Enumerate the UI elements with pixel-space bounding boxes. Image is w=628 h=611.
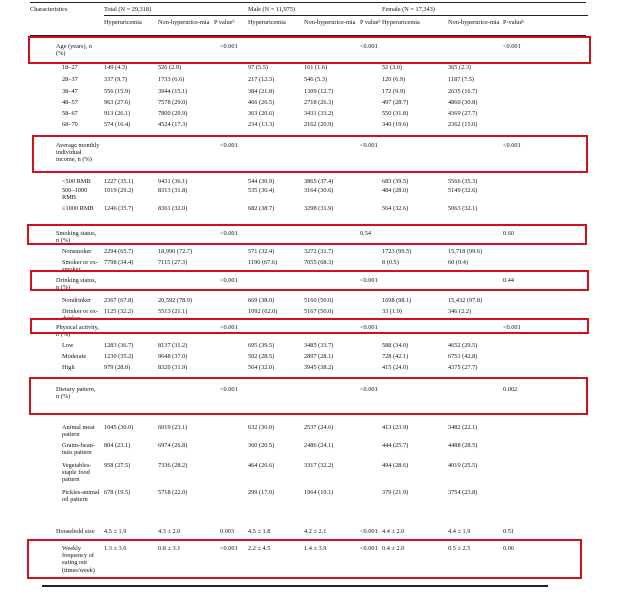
table-cell: 8313 (31.8) bbox=[158, 187, 188, 194]
table-cell: 234 (13.3) bbox=[248, 121, 275, 128]
highlight-box bbox=[30, 318, 589, 334]
table-cell: 3944 (15.1) bbox=[158, 88, 188, 95]
table-cell: 4.3 ± 2.0 bbox=[158, 528, 181, 535]
highlight-box bbox=[28, 36, 591, 64]
table-cell: 161 (1.6) bbox=[304, 64, 328, 71]
table-cell: 497 (28.7) bbox=[382, 99, 409, 106]
table-cell: 217 (12.3) bbox=[248, 76, 275, 83]
table-cell: 4860 (30.8) bbox=[448, 99, 478, 106]
section-p-value: <0.001 bbox=[503, 324, 521, 331]
header-group-title: Male (N = 11,975) bbox=[248, 6, 296, 13]
table-cell: <0.001 bbox=[220, 545, 238, 552]
table-cell: 682 (38.7) bbox=[248, 205, 275, 212]
table-cell: 8361 (32.0) bbox=[158, 205, 188, 212]
section-p-value: <0.001 bbox=[503, 43, 521, 50]
group-rule bbox=[104, 15, 588, 16]
table-cell: 3272 (31.7) bbox=[304, 248, 334, 255]
header-non-hyperuricemia: Non-hyperurice-mia bbox=[448, 19, 500, 26]
highlight-box bbox=[27, 539, 582, 579]
table-cell: 2718 (26.3) bbox=[304, 99, 334, 106]
table-cell: 2635 (16.7) bbox=[448, 88, 478, 95]
table-cell: 299 (17.0) bbox=[248, 489, 275, 496]
table-cell: 2294 (65.7) bbox=[104, 248, 134, 255]
row-label: 38–47 bbox=[62, 88, 78, 95]
table-cell: 683 (39.5) bbox=[382, 178, 409, 185]
table-cell: 494 (28.6) bbox=[382, 462, 409, 469]
table-cell: 728 (42.1) bbox=[382, 353, 409, 360]
table-cell: 415 (24.0) bbox=[382, 364, 409, 371]
table-cell: 1045 (30.0) bbox=[104, 424, 134, 431]
section-p-value: <0.001 bbox=[220, 386, 238, 393]
table-cell: 97 (5.5) bbox=[248, 64, 268, 71]
table-cell: 4019 (25.5) bbox=[448, 462, 478, 469]
table-cell: 571 (32.4) bbox=[248, 248, 275, 255]
table-cell: 4.5 ± 1.8 bbox=[248, 528, 271, 535]
section-label: Dietary pattern, n (%) bbox=[56, 386, 96, 401]
table-cell: 1.3 ± 3.6 bbox=[104, 545, 127, 552]
row-label: Animal meat pattern bbox=[62, 424, 95, 439]
table-cell: 678 (19.5) bbox=[104, 489, 131, 496]
table-cell: 695 (39.5) bbox=[248, 342, 275, 349]
table-cell: 1733 (6.6) bbox=[158, 76, 185, 83]
table-cell: 6751 (42.8) bbox=[448, 353, 478, 360]
table-cell: <0.001 bbox=[360, 528, 378, 535]
table-cell: 3754 (23.8) bbox=[448, 489, 478, 496]
table-cell: 2367 (67.8) bbox=[104, 297, 134, 304]
table-cell: 0.8 ± 3.1 bbox=[158, 545, 181, 552]
row-label: 68–79 bbox=[62, 121, 78, 128]
row-label: Low bbox=[62, 342, 74, 349]
table-cell: 5513 (21.1) bbox=[158, 308, 188, 315]
row-label: Smoker or ex-smoker bbox=[62, 259, 99, 274]
section-p-value: <0.001 bbox=[360, 324, 378, 331]
row-label: 58–67 bbox=[62, 110, 78, 117]
section-p-value: 0.44 bbox=[503, 277, 515, 284]
table-cell: 574 (16.4) bbox=[104, 121, 131, 128]
table-cell: 9648 (37.0) bbox=[158, 353, 188, 360]
table-cell: 1092 (62.0) bbox=[248, 308, 278, 315]
table-cell: 2162 (20.9) bbox=[304, 121, 334, 128]
table-cell: 5167 (50.0) bbox=[304, 308, 334, 315]
table-cell: 979 (28.0) bbox=[104, 364, 131, 371]
table-cell: 5063 (32.1) bbox=[448, 205, 478, 212]
table-cell: 3485 (33.7) bbox=[304, 342, 334, 349]
table-cell: 7115 (27.3) bbox=[158, 259, 188, 266]
table-cell: 6974 (26.8) bbox=[158, 442, 188, 449]
table-cell: 4375 (27.7) bbox=[448, 364, 478, 371]
table-cell: 4.4 ± 2.0 bbox=[382, 528, 405, 535]
section-p-value: <0.001 bbox=[220, 43, 238, 50]
table-cell: 8320 (31.9) bbox=[158, 364, 188, 371]
table-cell: 15,718 (99.6) bbox=[448, 248, 483, 255]
row-label: Drinker or ex-drinker bbox=[62, 308, 99, 323]
table-cell: 466 (26.5) bbox=[248, 99, 275, 106]
row-label: Vegetables-staple food pattern bbox=[62, 462, 92, 484]
section-p-value: <0.001 bbox=[360, 386, 378, 393]
section-p-value: <0.001 bbox=[220, 277, 238, 284]
highlight-box bbox=[32, 135, 588, 173]
table-cell: 958 (27.5) bbox=[104, 462, 131, 469]
table-cell: 464 (26.6) bbox=[248, 462, 275, 469]
table-cell: 1309 (12.7) bbox=[304, 88, 334, 95]
table-cell: 502 (28.5) bbox=[248, 353, 275, 360]
table-cell: 149 (4.3) bbox=[104, 64, 128, 71]
table-cell: 7800 (29.9) bbox=[158, 110, 188, 117]
header-p-value: P valueᵇ bbox=[360, 19, 381, 26]
table-cell: 1723 (99.5) bbox=[382, 248, 412, 255]
table-cell: 484 (28.0) bbox=[382, 187, 409, 194]
table-cell: 15,432 (97.8) bbox=[448, 297, 483, 304]
table-cell: 564 (32.6) bbox=[382, 205, 409, 212]
table-cell: 346 (2.2) bbox=[448, 308, 472, 315]
table-cell: 379 (21.9) bbox=[382, 489, 409, 496]
table-cell: 172 (9.9) bbox=[382, 88, 406, 95]
section-p-value: <0.001 bbox=[360, 277, 378, 284]
header-hyperuricemia: Hyperuricemia bbox=[382, 19, 420, 26]
section-label: Age (years), n (%) bbox=[56, 43, 92, 58]
section-p-value: <0.001 bbox=[503, 142, 521, 149]
table-cell: 0.5 ± 2.5 bbox=[448, 545, 471, 552]
table-cell: 550 (31.8) bbox=[382, 110, 409, 117]
header-p-value: P valueᵇ bbox=[214, 19, 235, 26]
highlight-box bbox=[27, 224, 587, 245]
row-label: 28–37 bbox=[62, 76, 78, 83]
header-characteristics: Characteristics bbox=[30, 6, 68, 13]
section-p-value: <0.001 bbox=[220, 142, 238, 149]
section-p-value: <0.001 bbox=[360, 142, 378, 149]
table-cell: 7336 (28.2) bbox=[158, 462, 188, 469]
section-p-value: <0.001 bbox=[220, 230, 238, 237]
table-cell: 120 (6.9) bbox=[382, 76, 406, 83]
table-cell: 1.4 ± 3.9 bbox=[304, 545, 327, 552]
table-cell: 2486 (24.1) bbox=[304, 442, 334, 449]
table-cell: 337 (9.7) bbox=[104, 76, 128, 83]
table-cell: 444 (25.7) bbox=[382, 442, 409, 449]
table-cell: 1125 (32.2) bbox=[104, 308, 134, 315]
table-cell: 3317 (32.2) bbox=[304, 462, 334, 469]
table-cell: 4524 (17.3) bbox=[158, 121, 188, 128]
table-cell: 564 (32.0) bbox=[248, 364, 275, 371]
table-cell: 1964 (19.1) bbox=[304, 489, 334, 496]
highlight-box bbox=[29, 377, 588, 415]
table-cell: 18,990 (72.7) bbox=[158, 248, 193, 255]
table-cell: 3298 (31.9) bbox=[304, 205, 334, 212]
table-cell: 669 (38.0) bbox=[248, 297, 275, 304]
row-label: <500 RMB bbox=[62, 178, 91, 185]
table-cell: 1230 (35.2) bbox=[104, 353, 134, 360]
table-cell: 52 (3.0) bbox=[382, 64, 402, 71]
section-label: Physical activity, n (%) bbox=[56, 324, 99, 339]
table-cell: 526 (2.0) bbox=[158, 64, 182, 71]
row-label: 500–1000 RMB bbox=[62, 187, 88, 202]
table-cell: 535 (30.4) bbox=[248, 187, 275, 194]
table-cell: 7055 (68.3) bbox=[304, 259, 334, 266]
table-cell: 0.003 bbox=[220, 528, 235, 535]
top-rule bbox=[30, 2, 586, 3]
table-cell: 2.2 ± 4.5 bbox=[248, 545, 271, 552]
table-cell: 360 (20.5) bbox=[248, 442, 275, 449]
table-cell: 913 (26.1) bbox=[104, 110, 131, 117]
section-p-value: 0.60 bbox=[503, 230, 515, 237]
table-cell: 8 (0.5) bbox=[382, 259, 399, 266]
table-cell: 1698 (98.1) bbox=[382, 297, 412, 304]
table-cell: 6019 (23.1) bbox=[158, 424, 188, 431]
section-p-value: <0.001 bbox=[220, 324, 238, 331]
section-label: Average monthly individual income, n (%) bbox=[56, 142, 100, 164]
table-cell: 5149 (32.6) bbox=[448, 187, 478, 194]
header-group-title: Total (N = 29,318) bbox=[104, 6, 152, 13]
row-label: Nonsmoker bbox=[62, 248, 92, 255]
row-label: 18–27 bbox=[62, 64, 78, 71]
table-cell: 1246 (35.7) bbox=[104, 205, 134, 212]
table-cell: 1019 (29.2) bbox=[104, 187, 134, 194]
table-cell: 9431 (36.1) bbox=[158, 178, 188, 185]
table-cell: 4652 (29.5) bbox=[448, 342, 478, 349]
table-cell: 20,592 (78.9) bbox=[158, 297, 193, 304]
row-label: 48–57 bbox=[62, 99, 78, 106]
highlight-box bbox=[30, 270, 589, 291]
header-non-hyperuricemia: Non-hyperurice-mia bbox=[304, 19, 356, 26]
table-cell: 3164 (30.6) bbox=[304, 187, 334, 194]
table-cell: 365 (2.3) bbox=[448, 64, 472, 71]
table-cell: 60 (0.4) bbox=[448, 259, 468, 266]
table-cell: 340 (19.6) bbox=[382, 121, 409, 128]
row-label-eating-out: Weekly frequency of eating out (times/week) bbox=[62, 545, 95, 574]
table-cell: 963 (27.6) bbox=[104, 99, 131, 106]
table-cell: 3865 (37.4) bbox=[304, 178, 334, 185]
table-cell: 632 (36.0) bbox=[248, 424, 275, 431]
section-label: Smoking status, n (%) bbox=[56, 230, 97, 245]
row-label: Grains-bean-nuts pattern bbox=[62, 442, 95, 457]
table-cell: 544 (30.9) bbox=[248, 178, 275, 185]
table-cell: 3482 (22.1) bbox=[448, 424, 478, 431]
header-non-hyperuricemia: Non-hyperurice-mia bbox=[158, 19, 210, 26]
table-cell: 3431 (33.2) bbox=[304, 110, 334, 117]
table-cell: 0.06 bbox=[503, 545, 515, 552]
section-p-value: 0.002 bbox=[503, 386, 518, 393]
table-cell: 2362 (15.0) bbox=[448, 121, 478, 128]
row-label: ≥1000 RMB bbox=[62, 205, 94, 212]
header-hyperuricemia: Hyperuricemia bbox=[104, 19, 142, 26]
table-cell: 4.4 ± 1.9 bbox=[448, 528, 471, 535]
row-label: Pickles-animal oil pattern bbox=[62, 489, 100, 504]
table-cell: 7798 (34.4) bbox=[104, 259, 134, 266]
header-group-title: Female (N = 17,343) bbox=[382, 6, 435, 13]
table-cell: 33 (1.9) bbox=[382, 308, 402, 315]
table-cell: 4.2 ± 2.1 bbox=[304, 528, 327, 535]
table-cell: 5566 (35.3) bbox=[448, 178, 478, 185]
section-p-value: <0.001 bbox=[360, 43, 378, 50]
table-cell: 588 (34.0) bbox=[382, 342, 409, 349]
header-hyperuricemia: Hyperuricemia bbox=[248, 19, 286, 26]
table-cell: 2537 (24.6) bbox=[304, 424, 334, 431]
table-cell: 4488 (28.5) bbox=[448, 442, 478, 449]
table-cell: 8137 (31.2) bbox=[158, 342, 188, 349]
table-cell: 556 (15.9) bbox=[104, 88, 131, 95]
section-p-value: 0.54 bbox=[360, 230, 372, 237]
table-cell: 4369 (27.7) bbox=[448, 110, 478, 117]
table-cell: 5160 (50.0) bbox=[304, 297, 334, 304]
table-cell: 7578 (29.0) bbox=[158, 99, 188, 106]
table-cell: 0.4 ± 2.0 bbox=[382, 545, 405, 552]
header-p-value: P-valueᵇ bbox=[503, 19, 525, 26]
table-cell: 546 (5.3) bbox=[304, 76, 328, 83]
table-cell: 413 (23.9) bbox=[382, 424, 409, 431]
table-cell: 4.5 ± 1.9 bbox=[104, 528, 127, 535]
section-label: Drinking status, n (%) bbox=[56, 277, 97, 292]
table-cell: 384 (21.8) bbox=[248, 88, 275, 95]
table-cell: 0.51 bbox=[503, 528, 515, 535]
table-cell: <0.001 bbox=[360, 545, 378, 552]
row-label: High bbox=[62, 364, 75, 371]
table-cell: 2897 (28.1) bbox=[304, 353, 334, 360]
table-cell: 804 (23.1) bbox=[104, 442, 131, 449]
table-cell: 1227 (35.1) bbox=[104, 178, 134, 185]
table-cell: 1283 (36.7) bbox=[104, 342, 134, 349]
table-cell: 363 (20.6) bbox=[248, 110, 275, 117]
row-label-household: Household size bbox=[56, 528, 95, 535]
table-cell: 3945 (38.2) bbox=[304, 364, 334, 371]
table-cell: 5718 (22.0) bbox=[158, 489, 188, 496]
row-label: Moderate bbox=[62, 353, 87, 360]
bottom-rule bbox=[42, 585, 548, 587]
table-cell: 1190 (67.6) bbox=[248, 259, 278, 266]
table-cell: 1187 (7.5) bbox=[448, 76, 474, 83]
row-label: Nondrinker bbox=[62, 297, 92, 304]
